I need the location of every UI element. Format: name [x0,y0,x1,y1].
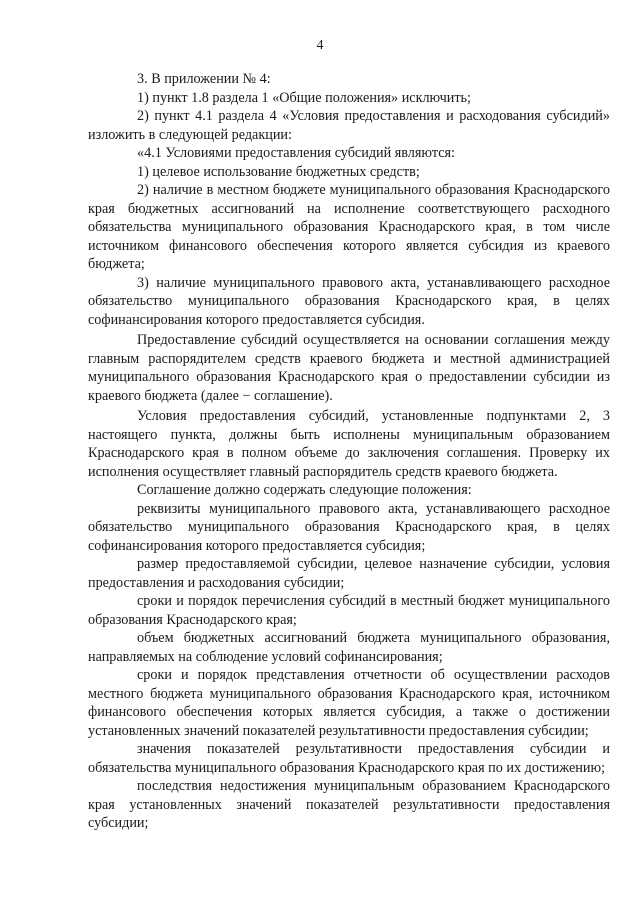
paragraph-reporting-terms: сроки и порядок представления отчетности об осуществлении расходов местного бюджета муниципального образования Краснодарского края, источником финансового обеспечения которых является субсидия, а также о достижении установленных значений показателей результативности предоставления субсидии; [88,667,610,739]
paragraph-appendix-4: 3. В приложении № 4: [137,71,271,87]
paragraph-agreement-contents: Соглашение должно содержать следующие положения: [137,482,472,498]
paragraph-item-1: 1) пункт 1.8 раздела 1 «Общие положения» исключить; [137,89,471,106]
paragraph-conditions-heading: «4.1 Условиями предоставления субсидий являются: [137,145,455,161]
paragraph-performance-indicators: значения показателей результативности предоставления субсидии и обязательства муниципального образования Краснодарского края по их достижению; [88,741,610,776]
page-number: 4 [316,38,324,53]
paragraph-item-2: 2) пункт 4.1 раздела 4 «Условия предоставления и расходования субсидий» изложить в следующей редакции: [88,108,610,143]
paragraph-non-achievement-consequences: последствия недостижения муниципальным образованием Краснодарского края установленных значений показателей результативности предоставления субсидии; [88,778,610,831]
paragraph-cofinancing-volume: объем бюджетных ассигнований бюджета муниципального образования, направляемых на соблюдение условий софинансирования; [88,630,610,665]
paragraph-subsidy-amount: размер предоставляемой субсидии, целевое назначение субсидии, условия предоставления и расходования субсидии; [88,556,610,591]
paragraph-conditions-fulfillment: Условия предоставления субсидий, установленные подпунктами 2, 3 настоящего пункта, должны быть исполнены муниципальным образованием Краснодарского края в полном объеме до заключения соглашения. Проверку их исполнения осуществляет главный распорядитель средств краевого бюджета. [88,408,610,480]
paragraph-transfer-terms: сроки и порядок перечисления субсидий в местный бюджет муниципального образования Краснодарского края; [88,593,610,628]
paragraph-agreement-basis: Предоставление субсидий осуществляется на основании соглашения между главным распорядителем средств краевого бюджета и местной администрацией муниципального образования Краснодарского края о предоставлении субсидии из краевого бюджета (далее − соглашение). [88,332,610,404]
document-body [88,70,610,833]
paragraph-condition-2: 2) наличие в местном бюджете муниципального образования Краснодарского края бюджетных ассигнований на исполнение соответствующего расходного обязательства муниципального образования Краснодарского края, в том числе источником финансового обеспечения которого является субсидия из краевого бюджета; [88,182,610,272]
paragraph-legal-act-details: реквизиты муниципального правового акта, устанавливающего расходное обязательство муниципального образования Краснодарского края, в целях софинансирования которого предоставляется субсидия; [88,500,610,554]
paragraph-condition-3: 3) наличие муниципального правового акта, устанавливающего расходное обязательство муниципального образования Краснодарского края, в целях софинансирования которого предоставляется субсидия. [88,274,610,328]
paragraph-condition-1: 1) целевое использование бюджетных средств; [137,163,420,180]
